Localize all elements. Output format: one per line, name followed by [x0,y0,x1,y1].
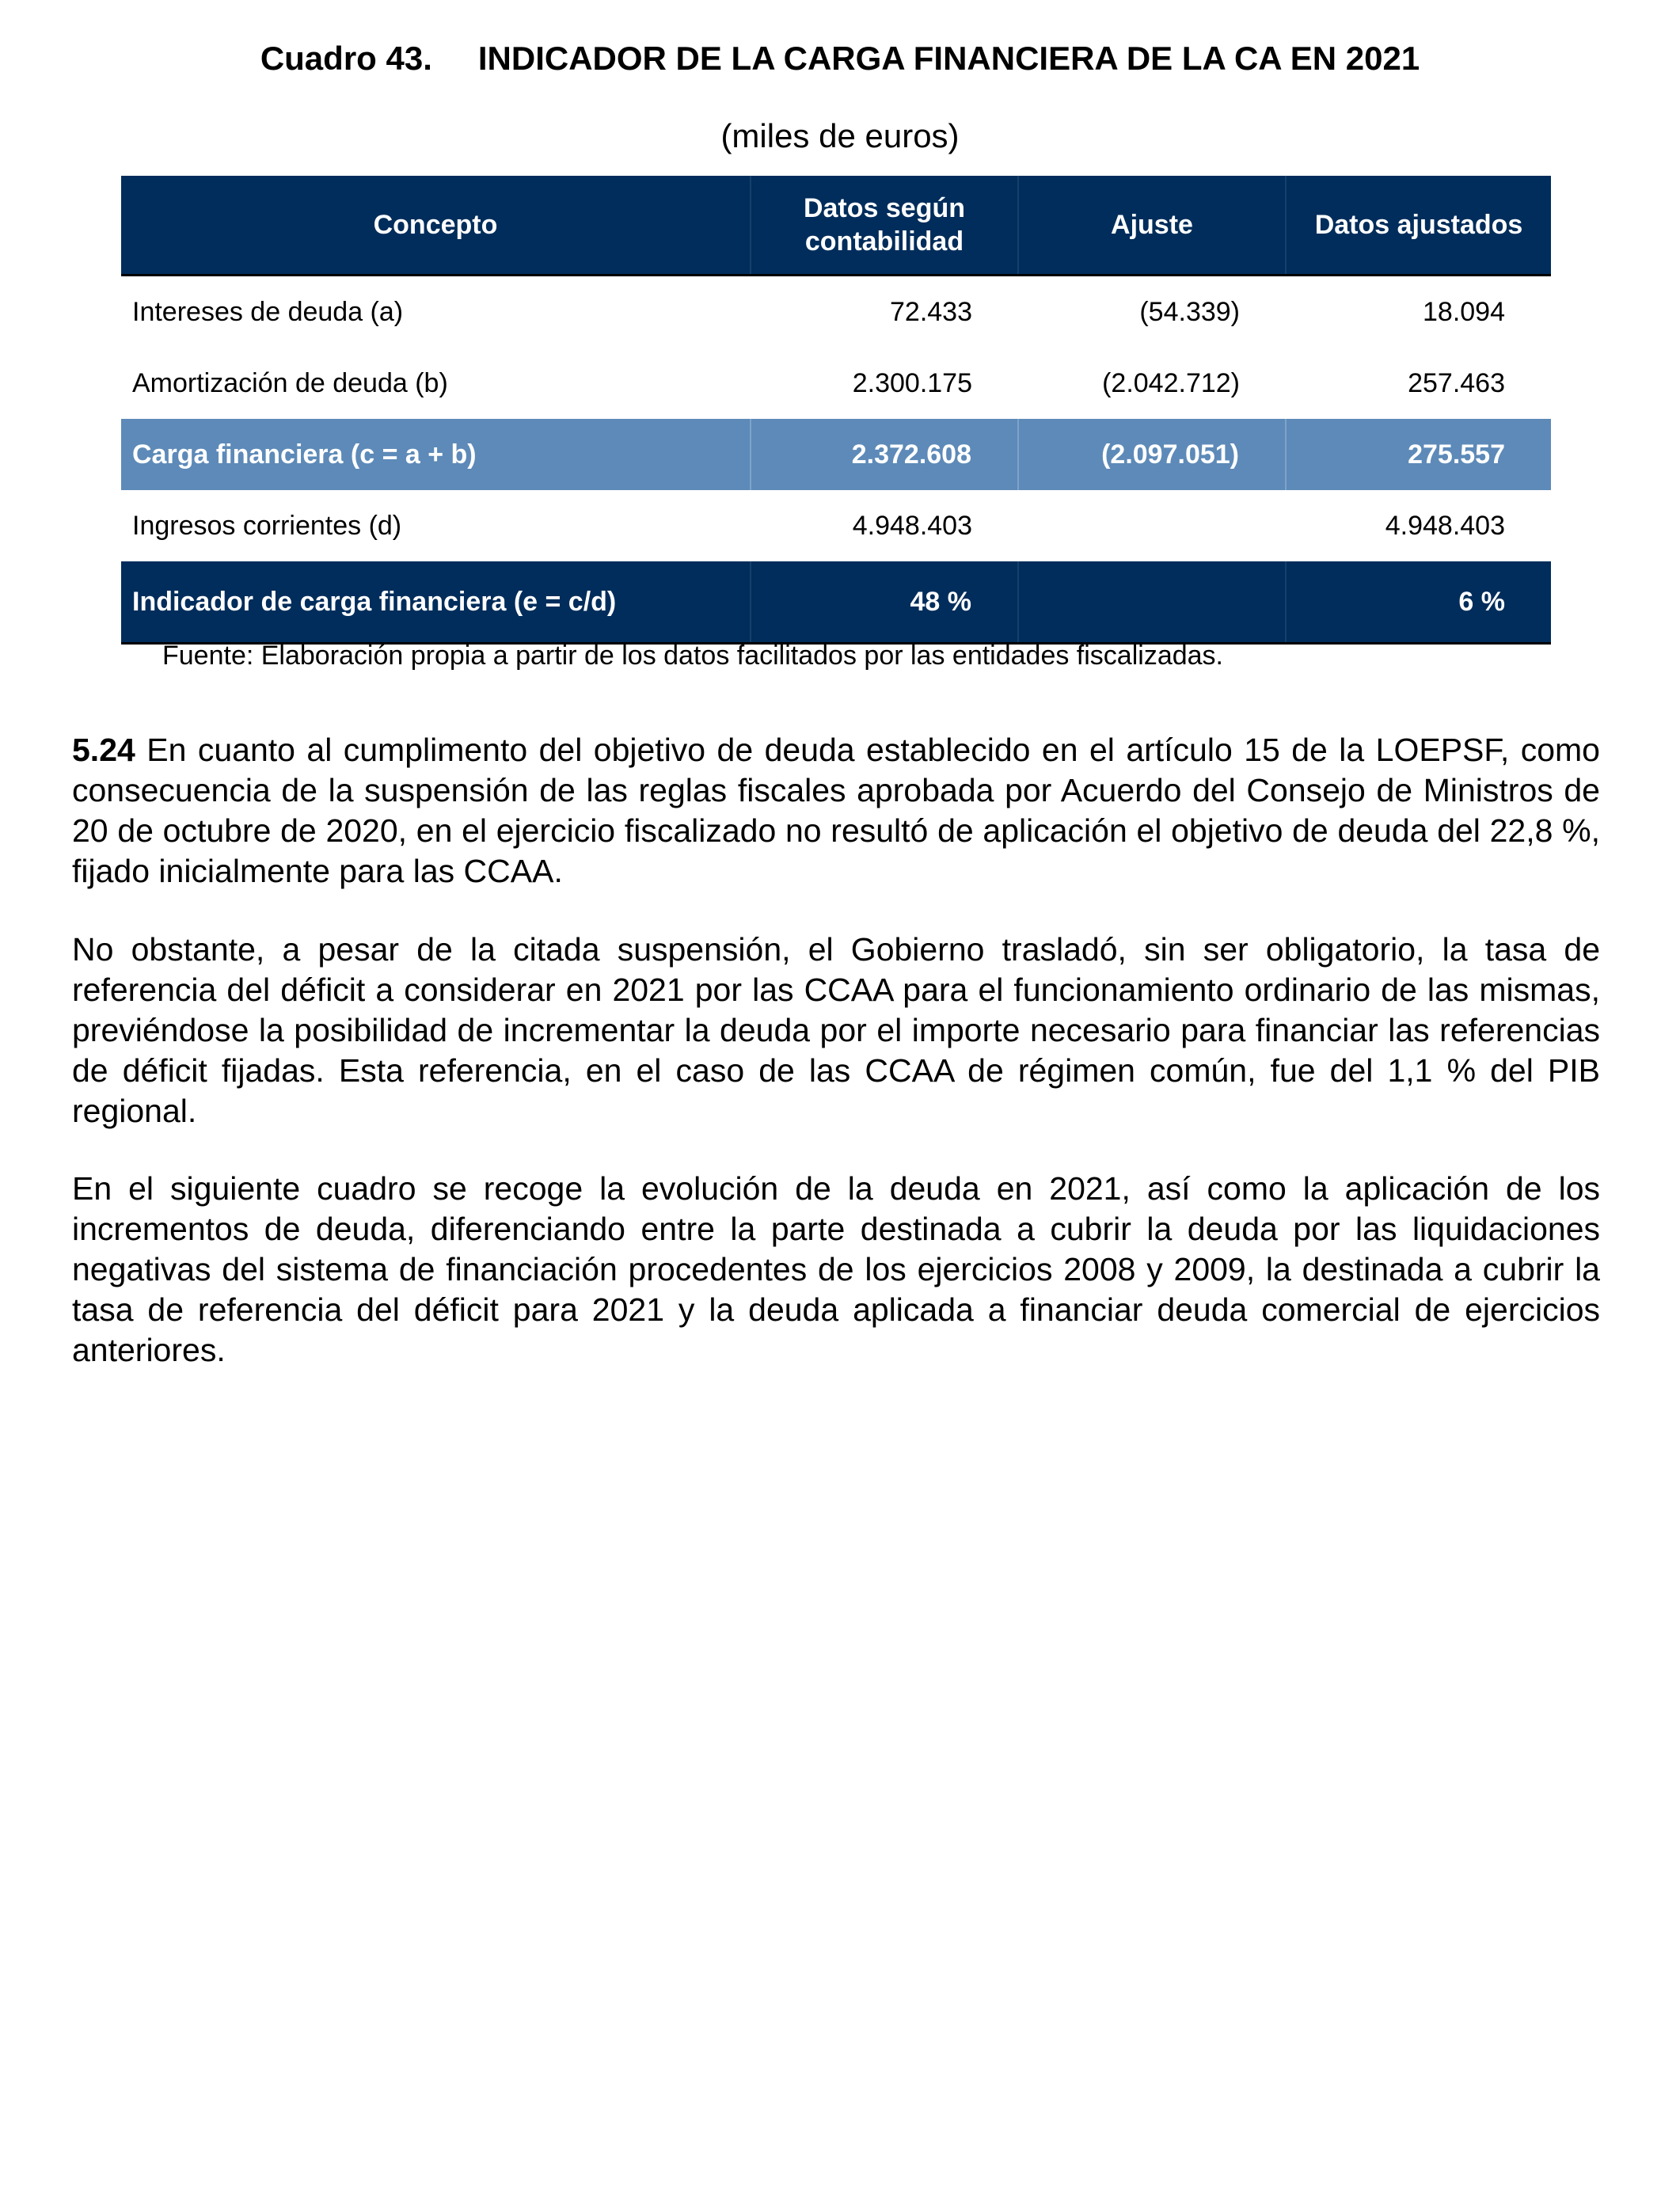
table-units: (miles de euros) [720,117,960,154]
cell-ajustados: 6 % [1286,561,1551,644]
cell-ajuste: (2.042.712) [1102,368,1240,398]
table-title-text: INDICADOR DE LA CARGA FINANCIERA DE LA CA EN 2021 [477,40,1420,77]
cell-concepto: Indicador de carga financiera (e = c/d) [121,561,751,644]
paragraph-no-obstante: No obstante, a pesar de la citada suspensión, el Gobierno trasladó, sin ser obligatorio, la tasa de referencia del déficit a considerar en 2021 por las CCAA para el funcionamiento ordinario de las mismas, previéndose la posibilidad de incrementar la deuda por el importe necesario para financiar las referencias de déficit fijadas. Esta referencia, en el caso de las CCAA de régimen común, fue del 1,1 % del PIB regional. [72,931,1600,1129]
cell-concepto: Carga financiera (c = a + b) [121,419,751,490]
header-ajuste: Ajuste [1018,176,1286,276]
paragraph-5-24 [72,730,1600,892]
paragraph-number: 5.24 [72,732,135,768]
cell-datos: 4.948.403 [852,511,972,541]
cell-ajuste [1018,490,1286,561]
cell-datos: 48 % [751,561,1018,644]
cell-datos: 2.300.175 [852,368,972,398]
table-row-indicador [121,561,1551,644]
table-row-amortizacion [121,348,1551,419]
header-concepto: Concepto [121,176,751,276]
header-datos-ajustados: Datos ajustados [1286,176,1551,276]
financial-burden-table [121,176,1551,645]
cell-concepto: Ingresos corrientes (d) [132,511,402,541]
cell-datos: 2.372.608 [751,419,1018,490]
table-source-note: Fuente: Elaboración propia a partir de los datos facilitados por las entidades fiscalizadas. [162,641,1223,671]
table-row-ingresos [121,490,1551,561]
cell-ajustados: 275.557 [1286,419,1551,490]
cell-ajustados: 18.094 [1423,297,1505,327]
table-number: Cuadro 43. [260,40,432,77]
cell-ajuste: (54.339) [1139,297,1240,327]
cell-ajuste: (2.097.051) [1018,419,1286,490]
table-row-intereses [121,276,1551,348]
header-datos-line2: contabilidad [804,226,964,257]
table-row-carga-financiera [121,419,1551,490]
table-title [0,36,1680,81]
cell-ajuste [1018,561,1286,644]
cell-ajustados: 257.463 [1408,368,1505,398]
paragraph-siguiente-cuadro: En el siguiente cuadro se recoge la evolución de la deuda en 2021, así como la aplicación de los incrementos de deuda, diferenciando entre la parte destinada a cubrir la deuda por las liquidaciones negativas del sistema de financiación procedentes de los ejercicios 2008 y 2009, la destinada a cubrir la tasa de referencia del déficit para 2021 y la deuda aplicada a financiar deuda comercial de ejercicios anteriores. [72,1170,1600,1368]
table-header-row [121,176,1551,276]
paragraph-text: En cuanto al cumplimento del objetivo de deuda establecido en el artículo 15 de la LOEPSF, como consecuencia de la suspensión de las reglas fiscales aprobada por Acuerdo del Consejo de Ministros de 20 de octubre de 2020, en el ejercicio fiscalizado no resultó de aplicación el objetivo de deuda del 22,8 %, fijado inicialmente para las CCAA. [72,732,1600,889]
cell-datos: 72.433 [890,297,972,327]
header-datos-line1: Datos según [803,193,966,223]
cell-concepto: Intereses de deuda (a) [132,297,404,327]
cell-ajustados: 4.948.403 [1385,511,1505,541]
cell-concepto: Amortización de deuda (b) [132,368,448,398]
header-datos-contabilidad [751,176,1018,276]
